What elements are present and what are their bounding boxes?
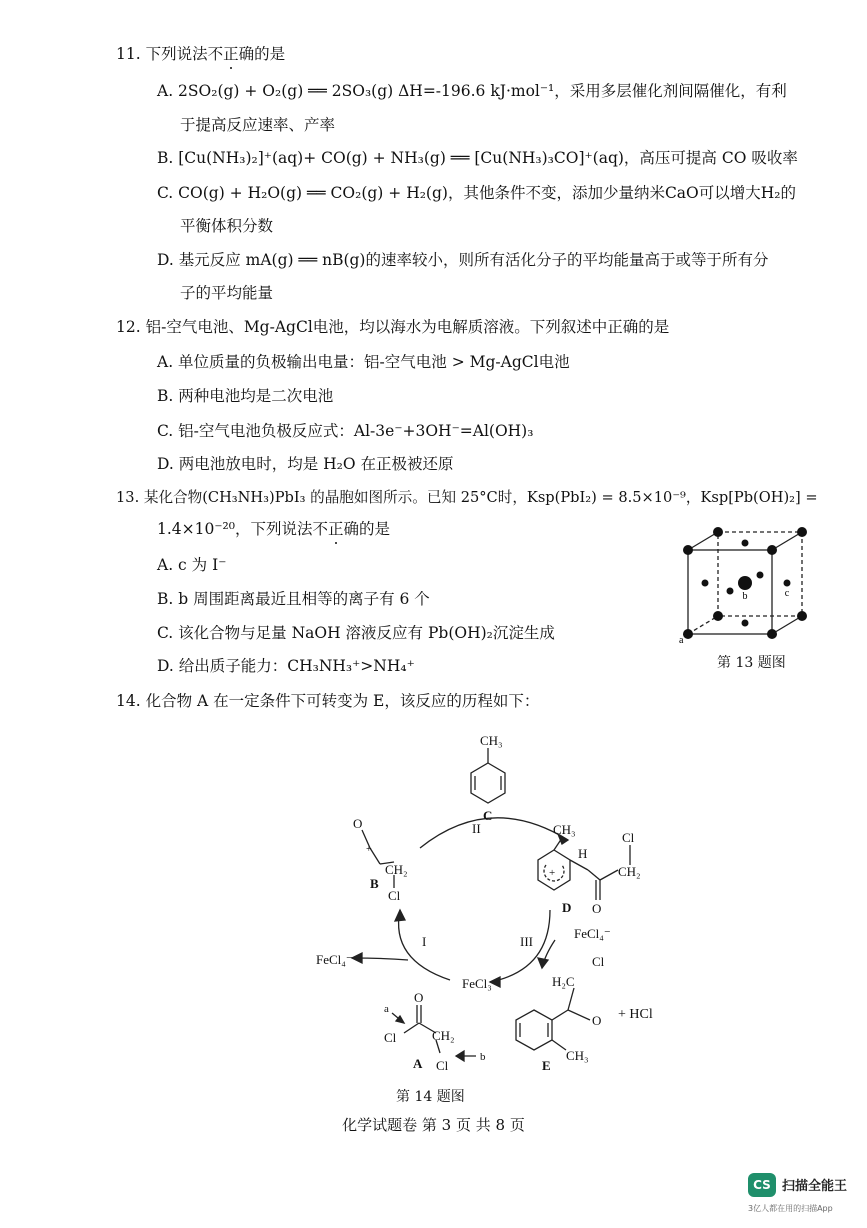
q12-stem: 12. 铝-空气电池、Mg-AgCl电池，均以海水为电解质溶液。下列叙述中正确的是 [116, 318, 670, 336]
q13-stem: 13. 某化合物(CH₃NH₃)PbI₃ 的晶胞如图所示。已知 25°C时，Ksp(PbI₂) = 8.5×10⁻⁹，Ksp[Pb(OH)₂] = [116, 489, 818, 506]
label-b: b [742, 591, 748, 602]
q11-option-a: A. 2SO₂(g) + O₂(g) ══ 2SO₃(g) ΔH=-196.6 kJ·mol⁻¹，采用多层催化剂间隔催化，有利 [157, 82, 787, 100]
label-step-III: III [520, 934, 533, 949]
figure-14-caption: 第 14 题图 [396, 1089, 465, 1105]
label-ch2-d: CH₂ [618, 864, 641, 879]
page-footer: 化学试题卷 第 3 页 共 8 页 [342, 1116, 525, 1134]
scanner-logo [748, 1173, 858, 1223]
label-ch2-a: CH₂ [432, 1028, 455, 1043]
q11-option-d-cont: 子的平均能量 [180, 284, 274, 302]
reaction-mechanism-figure [300, 720, 720, 1088]
q13-stem-cont: 1.4×10⁻²⁰，下列说法不正确的是 [157, 520, 391, 538]
q11-option-c: C. CO(g) + H₂O(g) ══ CO₂(g) + H₂(g)，其他条件不变，添加少量纳米CaO可以增大H₂的 [157, 184, 796, 202]
figure-13-caption: 第 13 题图 [717, 655, 786, 671]
label-o-a: O [414, 990, 424, 1005]
label-fecl3: FeCl₃ [462, 976, 492, 991]
label-hcl: + HCl [618, 1007, 653, 1022]
label-o-d: O [592, 901, 602, 916]
q13-option-d: D. 给出质子能力：CH₃NH₃⁺>NH₄⁺ [157, 657, 415, 675]
label-cl-a1: Cl [384, 1030, 397, 1045]
label-step-II: II [472, 821, 481, 836]
logo-name: 扫描全能王 [782, 1179, 848, 1194]
label-plus-b: + [366, 844, 372, 855]
label-h2c-e: H₂C [552, 974, 575, 989]
q13-option-b: B. b 周围距离最近且相等的离子有 6 个 [157, 590, 430, 608]
label-C: C [483, 808, 493, 823]
label-h-d: H [578, 846, 588, 861]
label-a-arrow: a [384, 1003, 389, 1015]
label-cl-a2: Cl [436, 1058, 449, 1073]
q12-option-b: B. 两种电池均是二次电池 [157, 387, 334, 405]
q13-option-c: C. 该化合物与足量 NaOH 溶液反应有 Pb(OH)₂沉淀生成 [157, 624, 555, 642]
label-plus-d: + [549, 867, 556, 879]
label-o-e: O [592, 1013, 602, 1028]
label-A: A [413, 1056, 423, 1071]
q12-option-a: A. 单位质量的负极输出电量：铝-空气电池 > Mg-AgCl电池 [157, 353, 570, 371]
label-a: a [679, 635, 684, 646]
label-ch3-e: CH₃ [566, 1048, 589, 1063]
label-ch3-d: CH₃ [553, 822, 576, 837]
unit-cell-figure [670, 525, 830, 650]
q11-stem: 11. 下列说法不正确的是 [116, 45, 286, 63]
label-B: B [370, 876, 379, 891]
label-b-arrow: b [480, 1051, 486, 1063]
q13-option-a: A. c 为 I⁻ [157, 556, 227, 574]
logo-tagline: 3亿人都在用的扫描App [748, 1204, 833, 1213]
label-cl-b: Cl [388, 888, 401, 903]
label-E: E [542, 1058, 551, 1073]
label-step-I: I [422, 934, 427, 949]
label-c: c [784, 588, 790, 599]
emphasis-dots: 不正确 [207, 45, 255, 63]
label-cl-e: Cl [592, 954, 605, 969]
q11-option-b: B. [Cu(NH₃)₂]⁺(aq)+ CO(g) + NH₃(g) ══ [Cu(NH₃)₃CO]⁺(aq)，高压可提高 CO 吸收率 [157, 149, 798, 167]
q14-stem: 14. 化合物 A 在一定条件下可转变为 E，该反应的历程如下： [116, 692, 540, 710]
label-fecl4-left: FeCl₄⁻ [316, 952, 353, 967]
label-cl-d: Cl [622, 830, 635, 845]
emphasis-dots: 不正确 [312, 520, 359, 538]
label-D: D [562, 900, 572, 915]
label-fecl4-right: FeCl₄⁻ [574, 926, 611, 941]
label-o-b: O [353, 816, 363, 831]
q12-option-c: C. 铝-空气电池负极反应式：Al-3e⁻+3OH⁻=Al(OH)₃ [157, 422, 534, 440]
label-ch2-b: CH₂ [385, 862, 408, 877]
q11-option-a-cont: 于提高反应速率、产率 [180, 116, 336, 134]
label-ch3-c: CH₃ [480, 733, 503, 748]
q12-option-d: D. 两电池放电时，均是 H₂O 在正极被还原 [157, 455, 454, 473]
q11-option-d: D. 基元反应 mA(g) ══ nB(g)的速率较小，则所有活化分子的平均能量高于或等于所有分 [157, 251, 769, 269]
cs-logo-icon: CS [748, 1173, 776, 1197]
q11-option-c-cont: 平衡体积分数 [180, 217, 274, 235]
